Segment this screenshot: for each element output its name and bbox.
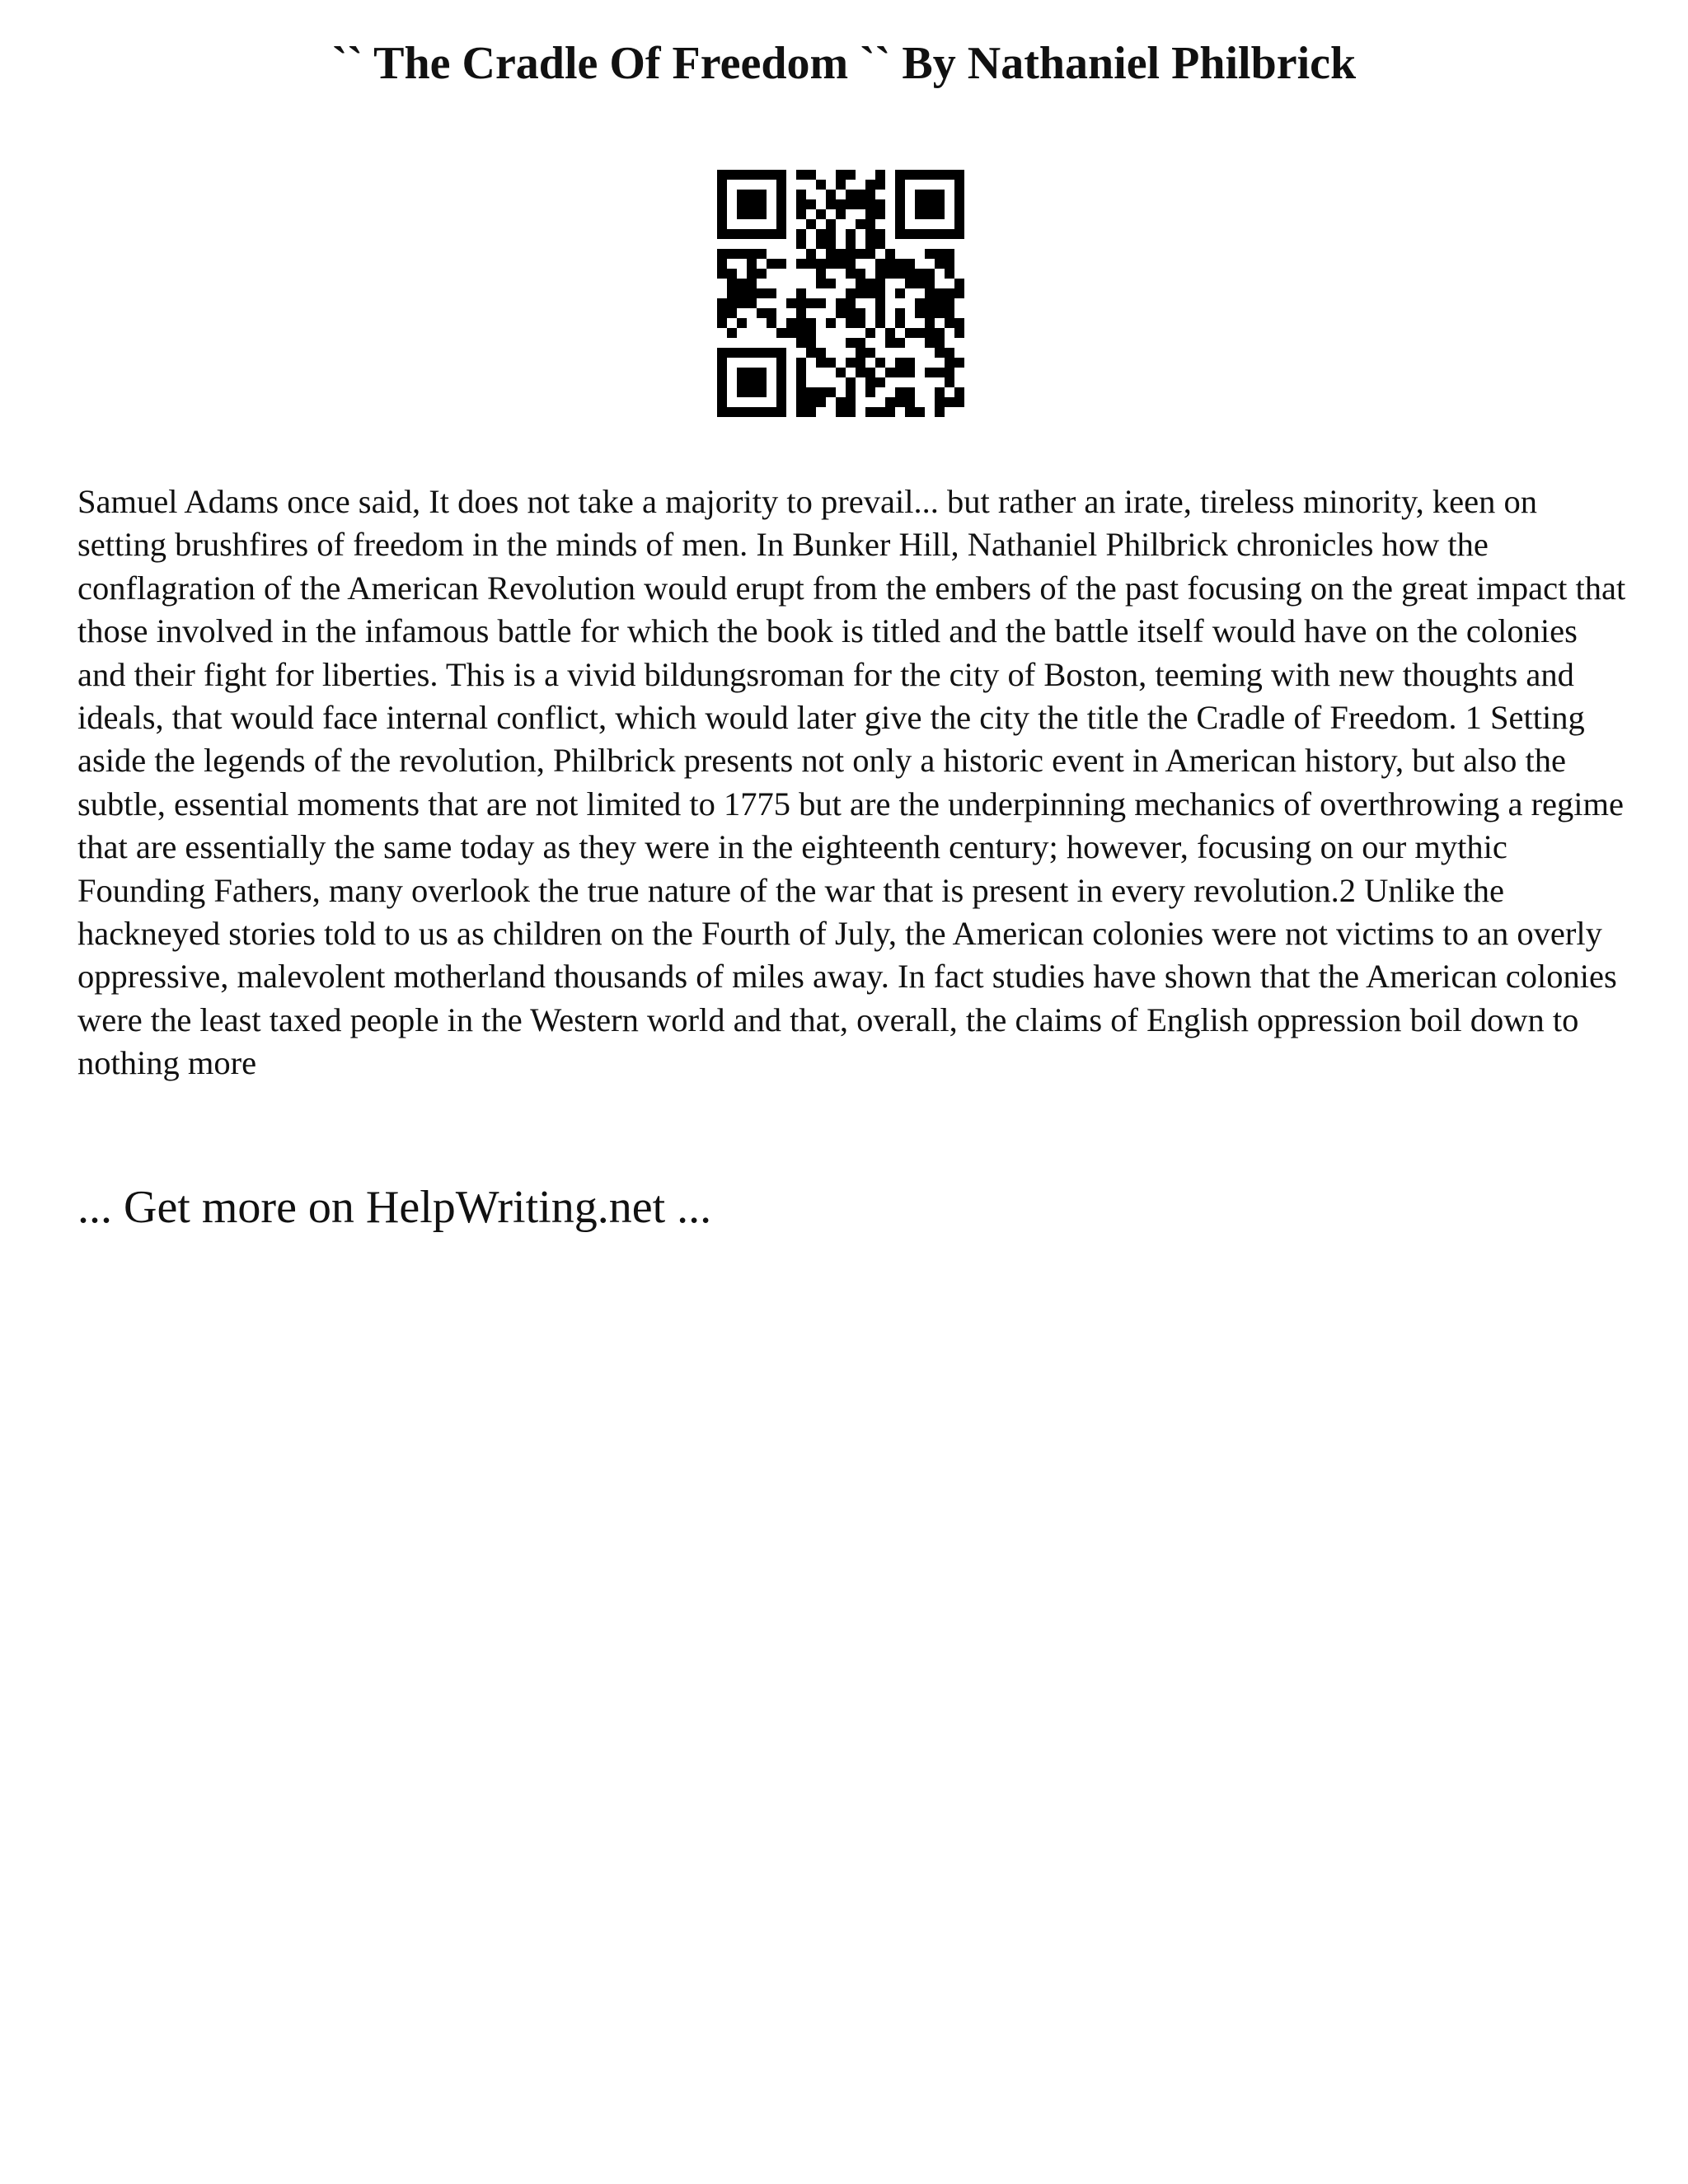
document-title: `` The Cradle Of Freedom `` By Nathaniel Philbrick	[331, 38, 1357, 89]
qr-code-graphic	[717, 170, 964, 417]
qr-code-icon[interactable]	[717, 170, 964, 417]
body-paragraph: Samuel Adams once said, It does not take a majority to prevail... but rather an irate, tireless minority, keen on setting brushfires of freedom in the minds of men. In Bunker Hill, Nathaniel Philbrick chronicles how the conflagration of the American Revolution would erupt from the embers of the past focusing on the great impact that those involved in the infamous battle for which the book is titled and the battle itself would have on the colonies and their fight for liberties. This is a vivid bildungsroman for the city of Boston, teeming with new thoughts and ideals, that would face internal conflict, which would later give the city the title the Cradle of Freedom. 1 Setting aside the legends of the revolution, Philbrick presents not only a historic event in American history, but also the subtle, essential moments that are not limited to 1775 but are the underpinning mechanics of overthrowing a regime that are essentially the same today as they were in the eighteenth century; however, focusing on our mythic Founding Fathers, many overlook the true nature of the war that is present in every revolution.2 Unlike the hackneyed stories told to us as children on the Fourth of July, the American colonies were not victims to an overly oppressive, malevolent motherland thousands of miles away. In fact studies have shown that the American colonies were the least taxed people in the Western world and that, overall, the claims of English oppression boil down to nothing more	[77, 483, 1626, 1082]
get-more-link[interactable]: ... Get more on HelpWriting.net ...	[77, 1182, 712, 1233]
